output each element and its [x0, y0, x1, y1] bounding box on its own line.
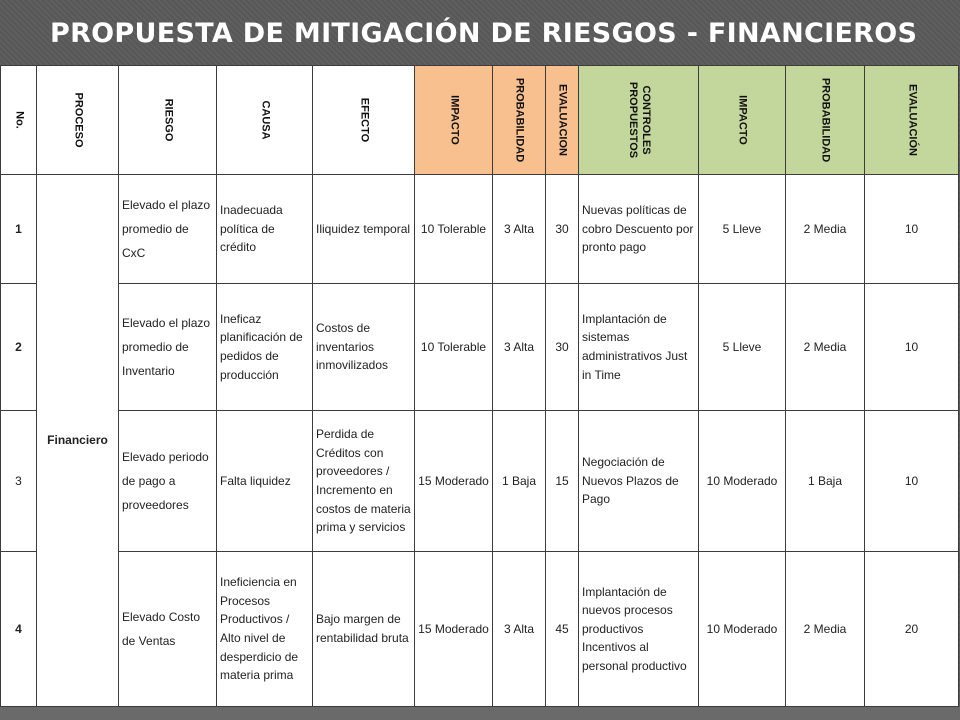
header-evaluacion-inicial: EVALUACION: [546, 66, 579, 175]
causa-cell: Ineficiencia en Procesos Productivos / Alto nivel de desperdicio de materia prima: [217, 552, 313, 707]
efecto-cell: Costos de inventarios inmovilizados: [313, 284, 415, 411]
probabilidad-cell: 3 Alta: [493, 552, 546, 707]
impacto-residual-cell: 5 Lleve: [699, 175, 786, 284]
table-row: [1, 552, 959, 707]
table-header-row: [1, 66, 959, 175]
header-impacto-residual: IMPACTO: [699, 66, 786, 175]
impacto-cell: 10 Tolerable: [415, 284, 493, 411]
header-controles-propuestos: [579, 66, 699, 175]
row-number: 3: [1, 411, 37, 552]
impacto-residual-cell: 5 Lleve: [699, 284, 786, 411]
header-riesgo: RIESGO: [119, 66, 217, 175]
impacto-cell: 15 Moderado: [415, 411, 493, 552]
header-impacto-inicial: IMPACTO: [415, 66, 493, 175]
probabilidad-cell: 3 Alta: [493, 284, 546, 411]
row-number: 1: [1, 175, 37, 284]
probabilidad-residual-cell: 1 Baja: [786, 411, 865, 552]
causa-cell: Falta liquidez: [217, 411, 313, 552]
efecto-cell: Iliquidez temporal: [313, 175, 415, 284]
probabilidad-cell: 1 Baja: [493, 411, 546, 552]
evaluacion-cell: 45: [546, 552, 579, 707]
efecto-cell: Bajo margen de rentabilidad bruta: [313, 552, 415, 707]
header-proceso: PROCESO: [37, 66, 119, 175]
causa-cell: Inadecuada política de crédito: [217, 175, 313, 284]
controles-cell: Implantación de sistemas administrativos Just in Time: [579, 284, 699, 411]
riesgo-cell: Elevado periodo de pago a proveedores: [119, 411, 217, 552]
risk-mitigation-table: [0, 65, 959, 707]
header-probabilidad-inicial: PROBABILIDAD: [493, 66, 546, 175]
process-cell: Financiero: [37, 175, 119, 707]
riesgo-cell: Elevado Costo de Ventas: [119, 552, 217, 707]
row-number: 4: [1, 552, 37, 707]
probabilidad-residual-cell: 2 Media: [786, 175, 865, 284]
probabilidad-residual-cell: 2 Media: [786, 552, 865, 707]
header-evaluacion-residual: EVALUACIÓN: [865, 66, 959, 175]
header-causa: CAUSA: [217, 66, 313, 175]
table-row: [1, 284, 959, 411]
slide-title: PROPUESTA DE MITIGACIÓN DE RIESGOS - FINANCIEROS: [50, 18, 918, 49]
header-controles-line1: CONTROLES: [639, 85, 652, 155]
table-row: [1, 175, 959, 284]
evaluacion-residual-cell: 20: [865, 552, 959, 707]
controles-cell: Nuevas políticas de cobro Descuento por pronto pago: [579, 175, 699, 284]
table-row: [1, 411, 959, 552]
evaluacion-cell: 30: [546, 175, 579, 284]
impacto-cell: 10 Tolerable: [415, 175, 493, 284]
causa-cell: Ineficaz planificación de pedidos de producción: [217, 284, 313, 411]
header-no: No.: [1, 66, 37, 175]
header-efecto: EFECTO: [313, 66, 415, 175]
header-controles-line2: PROPUESTOS: [626, 81, 639, 159]
controles-cell: Negociación de Nuevos Plazos de Pago: [579, 411, 699, 552]
impacto-cell: 15 Moderado: [415, 552, 493, 707]
riesgo-cell: Elevado el plazo promedio de CxC: [119, 175, 217, 284]
evaluacion-residual-cell: 10: [865, 175, 959, 284]
probabilidad-cell: 3 Alta: [493, 175, 546, 284]
impacto-residual-cell: 10 Moderado: [699, 411, 786, 552]
efecto-cell: Perdida de Créditos con proveedores / Incremento en costos de materia prima y servicios: [313, 411, 415, 552]
row-number: 2: [1, 284, 37, 411]
evaluacion-residual-cell: 10: [865, 284, 959, 411]
header-probabilidad-residual: PROBABILIDAD: [786, 66, 865, 175]
bottom-bar: [0, 707, 960, 720]
evaluacion-cell: 30: [546, 284, 579, 411]
controles-cell: Implantación de nuevos procesos productivos Incentivos al personal productivo: [579, 552, 699, 707]
probabilidad-residual-cell: 2 Media: [786, 284, 865, 411]
impacto-residual-cell: 10 Moderado: [699, 552, 786, 707]
evaluacion-residual-cell: 10: [865, 411, 959, 552]
evaluacion-cell: 15: [546, 411, 579, 552]
riesgo-cell: Elevado el plazo promedio de Inventario: [119, 284, 217, 411]
